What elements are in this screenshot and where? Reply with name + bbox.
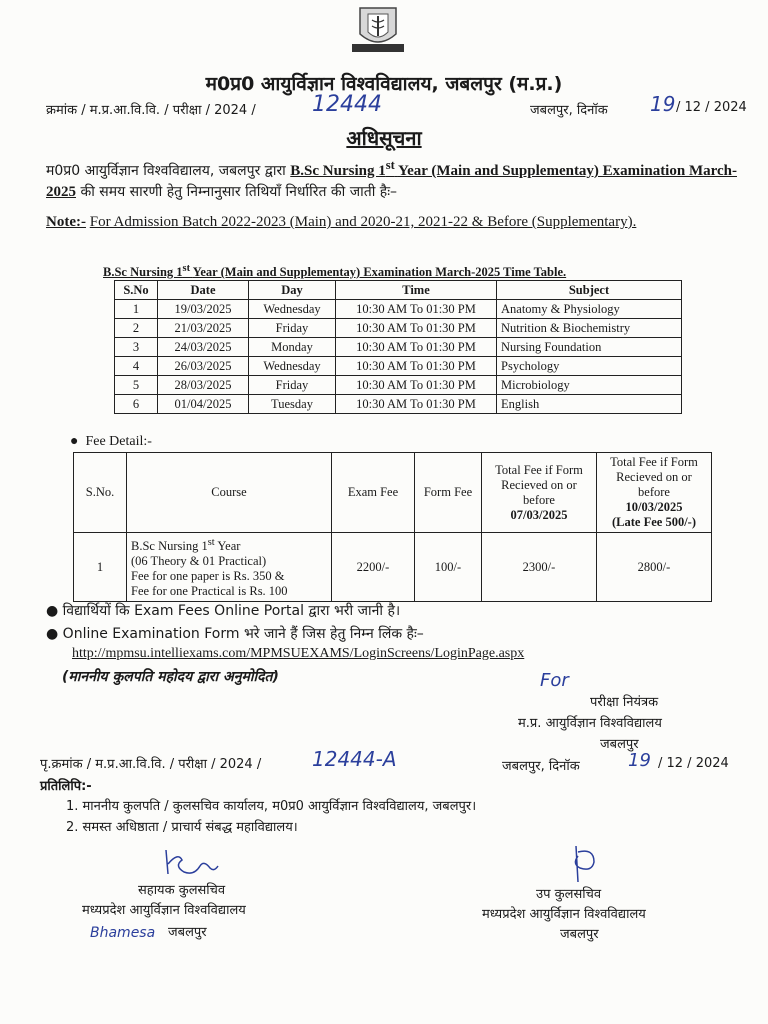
timetable-table [114, 280, 682, 414]
table-row: 6 01/04/2025 Tuesday 10:30 AM To 01:30 PM English [115, 395, 682, 414]
endorsement-date-label: जबलपुर, दिनॉक [502, 759, 580, 774]
exam-name: B.Sc Nursing 1st Year (Main and Supplementay) Examination March-2025 [46, 158, 737, 200]
course-cell: B.Sc Nursing 1st Year (06 Theory & 01 Practical) Fee for one paper is Rs. 350 & Fee for one Practical is Rs. 100 [127, 533, 332, 602]
column-header: Date [158, 281, 249, 300]
table-header-row [115, 281, 682, 300]
table-header-row: S.No. Course Exam Fee Form Fee Total Fee if Form Recieved on or before 07/03/2025 Total Fee if Form Recieved on or before 10/03/2025 (Late Fee 500/-) [74, 453, 712, 533]
deputy-registrar-university: मध्यप्रदेश आयुर्विज्ञान विश्वविद्यालय [482, 907, 646, 922]
column-header: Day [249, 281, 336, 300]
copy-to-label: प्रतिलिपि:- [40, 779, 92, 794]
table-row: 4 26/03/2025 Wednesday 10:30 AM To 01:30 PM Psychology [115, 357, 682, 376]
controller-designation: परीक्षा नियंत्रक [590, 695, 659, 710]
bullet-icon: ● [70, 434, 79, 449]
endorsement-date-day-handwritten: 19 [628, 750, 651, 771]
timetable-title: B.Sc Nursing 1st Year (Main and Supplementay) Examination March-2025 Time Table. [103, 263, 567, 280]
exam-portal-link[interactable]: http://mpmsu.intelliexams.com/MPMSUEXAMS/LoginScreens/LoginPage.aspx [72, 646, 525, 661]
university-title: म0प्र0 आयुर्विज्ञान विश्वविद्यालय, जबलपुर (म.प्र.) [205, 73, 563, 95]
university-emblem-logo [346, 4, 410, 56]
deputy-registrar-city: जबलपुर [560, 927, 599, 942]
issue-date-day-handwritten: 19 [650, 92, 676, 116]
controller-university: म.प्र. आयुर्विज्ञान विश्वविद्यालय [518, 716, 662, 731]
total-fee-header-1: Total Fee if Form Recieved on or before 07/03/2025 [482, 453, 597, 533]
column-header: Subject [497, 281, 682, 300]
total-fee-header-2: Total Fee if Form Recieved on or before 10/03/2025 (Late Fee 500/-) [597, 453, 712, 533]
approval-note: (माननीय कुलपति महोदय द्वारा अनुमोदित) [62, 669, 279, 685]
instruction-online-fee: ● विद्यार्थियों कि Exam Fees Online Portal द्वारा भरी जानी है। [46, 603, 401, 619]
instruction-online-form: ● Online Examination Form भरे जाने हैं जिस हेतु निम्न लिंक हैः– [46, 626, 424, 642]
deputy-registrar-designation: उप कुलसचिव [536, 887, 602, 902]
list-item: 1. माननीय कुलपति / कुलसचिव कार्यालय, म0प्र0 आयुर्विज्ञान विश्वविद्यालय, जबलपुर। [66, 799, 477, 814]
fee-table [73, 452, 712, 602]
table-row: 1 B.Sc Nursing 1st Year (06 Theory & 01 Practical) Fee for one paper is Rs. 350 & Fee for one Practical is Rs. 100 2200/- 100/- 2300/- 2800/- [74, 533, 712, 602]
issue-date-label: जबलपुर, दिनॉक [530, 103, 608, 118]
reference-number-handwritten: 12444 [312, 92, 382, 117]
assistant-registrar-university: मध्यप्रदेश आयुर्विज्ञान विश्वविद्यालय [82, 903, 246, 918]
copy-to-list [66, 796, 476, 838]
issue-date-month-year: / 12 / 2024 [676, 100, 747, 115]
assistant-registrar-designation: सहायक कुलसचिव [138, 883, 226, 898]
assistant-registrar-signature [160, 846, 220, 880]
notification-heading: अधिसूचना [346, 126, 422, 150]
endorsement-number-handwritten: 12444-A [312, 747, 397, 771]
column-header: S.No [115, 281, 158, 300]
table-row: 1 19/03/2025 Wednesday 10:30 AM To 01:30 PM Anatomy & Physiology [115, 300, 682, 319]
fee-detail-label: ● Fee Detail:- [70, 434, 152, 449]
reference-number-label: क्रमांक / म.प्र.आ.वि.वि. / परीक्षा / 2024 / [46, 103, 256, 118]
endorsement-date-month-year: / 12 / 2024 [658, 756, 729, 771]
assistant-registrar-city: जबलपुर [168, 925, 207, 940]
assistant-registrar-initials-handwritten: Bhamesa [90, 925, 156, 941]
table-row: 2 21/03/2025 Friday 10:30 AM To 01:30 PM Nutrition & Biochemistry [115, 319, 682, 338]
column-header: Time [336, 281, 497, 300]
controller-signature: For [540, 670, 569, 691]
admission-batch-note: Note:- For Admission Batch 2022-2023 (Main) and 2020-21, 2021-22 & Before (Supplementary). [46, 214, 637, 230]
controller-city: जबलपुर [600, 737, 639, 752]
deputy-registrar-signature [564, 842, 604, 886]
endorsement-reference-label: पृ.क्रमांक / म.प्र.आ.वि.वि. / परीक्षा / 2024 / [40, 757, 262, 772]
notification-paragraph: म0प्र0 आयुर्विज्ञान विश्वविद्यालय, जबलपुर द्वारा B.Sc Nursing 1st Year (Main and Supplementay) Examination March-2025 की समय सारणी हेतु निम्नानुसार तिथियॉं निर्धारित की जाती हैः– [46, 158, 737, 200]
list-item: 2. समस्त अधिष्ठाता / प्राचार्य संबद्ध महाविद्यालय। [66, 820, 298, 835]
table-row: 3 24/03/2025 Monday 10:30 AM To 01:30 PM Nursing Foundation [115, 338, 682, 357]
table-row: 5 28/03/2025 Friday 10:30 AM To 01:30 PM Microbiology [115, 376, 682, 395]
